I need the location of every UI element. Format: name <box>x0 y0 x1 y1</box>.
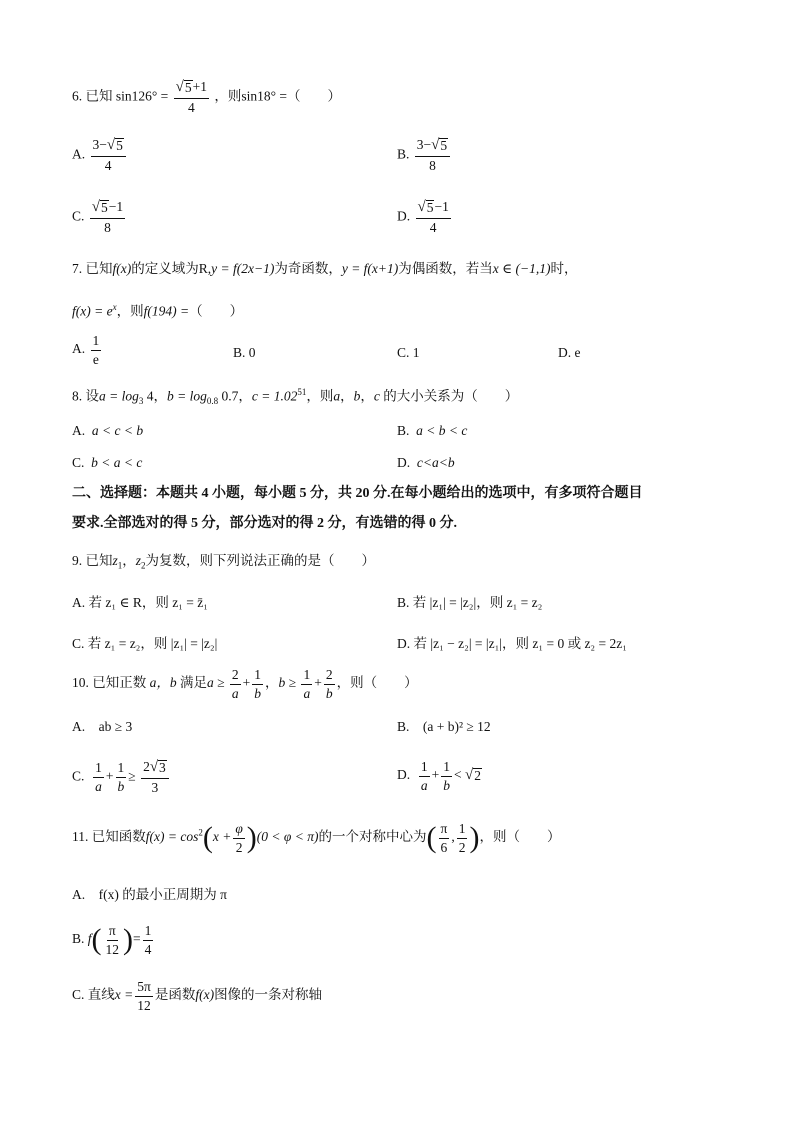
q9-stem: 9. 已知$z_1$，$z_2$为复数，则下列说法正确的是（ ） <box>72 553 376 571</box>
q10-option-a[interactable]: A. ab ≥ 3 <box>72 719 133 734</box>
q6-option-d[interactable] <box>397 200 453 234</box>
q6-given-rad: 5 <box>184 80 192 95</box>
q10-option-d[interactable]: D. $\frac{1}{a}$ + $\frac{1}{b}$ < √ 2 <box>397 759 481 793</box>
q10-stem: 10. 已知正数 a，b 满足a ≥ $\frac{2}{a}$ + $\frac{1}{b}$ ，b ≥ $\frac{1}{a}$ + $\frac{2}{b}$ ，则（ ） <box>72 667 418 701</box>
q11-option-b[interactable]: B. f( $\frac{\pi}{12}$ )= $\frac{1}{4}$ <box>72 923 152 957</box>
option-label: D. <box>397 208 411 224</box>
q7-option-a[interactable]: A. $\frac{1}{e}$ <box>72 333 100 367</box>
q6-stem <box>72 80 341 114</box>
q6-option-b[interactable] <box>397 138 452 172</box>
q10-option-c[interactable]: C. $\frac{1}{a}$ + $\frac{1}{b}$ ≥ 2 √ 3 3 <box>72 760 171 794</box>
option-label: B. <box>397 146 410 162</box>
option-label: A. <box>72 146 86 162</box>
q11-stem: 11. 已知函数$f(x) = \cos^2(x$ + $\frac{\varphi}{2}$ )(0 < φ < π)的一个对称中心为( $\frac{\pi}{6}$ , $\frac{1}{2}$ )，则（ ） <box>72 821 561 855</box>
q9-option-a[interactable]: A. 若 z₁ ∈ R，则 z₁ = z̄₁ <box>72 595 208 610</box>
q7-option-c[interactable]: C. 1 <box>397 345 420 360</box>
q9-option-d[interactable]: D. 若 |z₁ − z₂| = |z₁|，则 z₁ = 0 或 z₂ = 2z₁ <box>397 636 627 651</box>
q6-d-fraction: √ 5 −1 4 <box>417 199 449 235</box>
q7-option-b[interactable]: B. 0 <box>233 345 256 360</box>
q7-option-d[interactable]: D. e <box>558 345 581 360</box>
q10-option-b[interactable]: B. (a + b)² ≥ 12 <box>397 719 491 734</box>
q9-option-c[interactable]: C. 若 z₁ = z₂，则 |z₁| = |z₂| <box>72 636 218 651</box>
q6-option-a[interactable] <box>72 138 128 172</box>
q11-option-c[interactable]: C. 直线x = $\frac{5\pi}{12}$ 是函数f(x)图像的一条对称轴 <box>72 979 323 1013</box>
q8-stem: 8. 设$a = \log_3 4$，$b = \log_{0.8} 0.7$，$c = 1.02^{51}$，则a，b，c 的大小关系为（ ） <box>72 387 519 407</box>
q6-fn: sin126° <box>115 88 158 104</box>
q8-option-d[interactable]: D. c<a<b <box>397 455 455 470</box>
section2-line2: 要求.全部选对的得 5 分，部分选对的得 2 分，有选错的得 0 分. <box>72 516 457 531</box>
q6-option-c[interactable] <box>72 200 127 234</box>
q8-option-b[interactable]: B. a < b < c <box>397 423 468 438</box>
q6-c-fraction: √ 5 −1 8 <box>91 199 124 235</box>
option-label: C. <box>72 208 85 224</box>
q6-prefix: 6. 已知 <box>72 88 113 104</box>
q6-given-fraction: √ 5 +1 4 <box>175 79 208 115</box>
q8-option-a[interactable]: A. a < c < b <box>72 423 144 438</box>
q6-suffix: ，则sin18° =（ ） <box>214 88 342 104</box>
q7-stem-line2: $f(x) = e^x$，则f(194) =（ ） <box>72 302 244 319</box>
q11-option-a[interactable]: A. f(x) 的最小正周期为 π <box>72 887 227 902</box>
q6-eq: = <box>160 88 169 104</box>
q9-option-b[interactable]: B. 若 |z₁| = |z₂|，则 z₁ = z₂ <box>397 595 543 610</box>
q7-stem-line1: 7. 已知f(x)的定义域为R,y = f(2x−1)为奇函数，y = f(x+1)为偶函数，若当x ∈ (−1,1)时， <box>72 261 578 276</box>
q6-b-fraction: 3− √ 5 8 <box>415 138 450 172</box>
section2-line1: 二、选择题：本题共 4 小题，每小题 5 分，共 20 分.在每小题给出的选项中，有多项符合题目 <box>72 486 643 501</box>
q6-a-fraction: 3− √ 5 4 <box>91 138 126 172</box>
q6-given-den: 4 <box>187 99 195 115</box>
q6-given-tail: +1 <box>192 79 208 94</box>
q8-option-c[interactable]: C. b < a < c <box>72 455 143 470</box>
